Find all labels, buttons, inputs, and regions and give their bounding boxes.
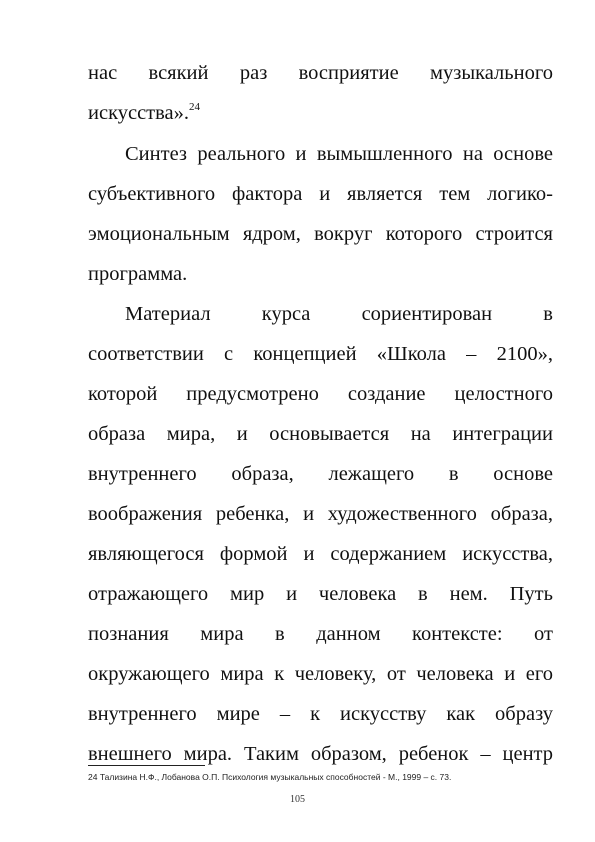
text-line: нас всякий раз восприятие музыкального [88, 62, 553, 84]
text-line: эмоциональным ядром, вокруг которого строится [88, 223, 553, 245]
text-line: субъективного фактора и является тем логико- [88, 183, 553, 205]
paragraph-first-line: Синтез реального и вымышленного на основе [125, 143, 553, 165]
footnote-reference: 24 [189, 101, 201, 113]
text-line: программа. [88, 263, 188, 285]
text-fragment: искусства». [88, 102, 190, 124]
text-line: воображения ребенка, и художественного образа, [88, 503, 553, 525]
footnote: 24 Тализина Н.Ф., Лобанова О.П. Психология музыкальных способностей - М., 1999 – с. 73. [88, 772, 452, 782]
text-line: отражающего мир и человека в нем. Путь [88, 583, 553, 605]
paragraph-first-line: Материал курса сориентирован в [125, 303, 553, 325]
text-line: внутреннего мире – к искусству как образу [88, 703, 553, 725]
text-line: которой предусмотрено создание целостного [88, 383, 553, 405]
text-line: окружающего мира к человеку, от человека и его [88, 663, 553, 685]
text-line: образа мира, и основывается на интеграции [88, 423, 553, 445]
footnote-separator [88, 765, 205, 766]
text-line [88, 98, 553, 128]
page-number: 105 [290, 794, 305, 805]
text-line: внутреннего образа, лежащего в основе [88, 463, 553, 485]
text-line: соответствии с концепцией «Школа – 2100», [88, 343, 553, 365]
text-line: внешнего мира. Таким образом, ребенок – центр [88, 743, 553, 765]
text-line: являющегося формой и содержанием искусства, [88, 543, 553, 565]
text-line: познания мира в данном контексте: от [88, 623, 553, 645]
